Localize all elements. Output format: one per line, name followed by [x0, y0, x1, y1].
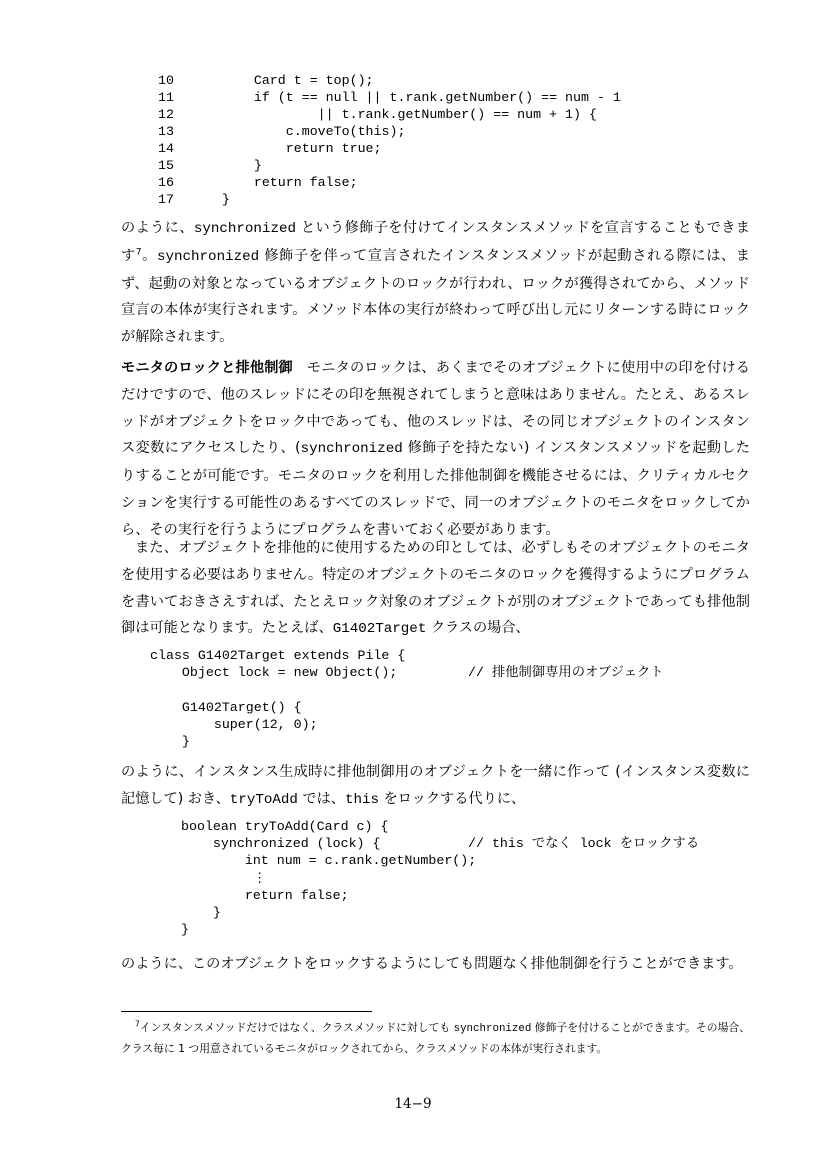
inline-code: this: [345, 791, 380, 808]
code-line: [181, 852, 476, 869]
text-run: のように、インスタンス生成時に排他制御用のオブジェクトを一緒に作って (インスタンス変数に記憶して) おき、: [121, 764, 750, 807]
code-text: synchronized (lock) {: [181, 836, 381, 852]
section-heading: モニタのロックと排他制御: [121, 360, 293, 376]
code-text: Object lock = new Object();: [150, 665, 398, 681]
code-comment: // 排他制御専用のオブジェクト: [468, 665, 664, 681]
code-text: return false;: [190, 175, 358, 190]
code-line: [181, 835, 700, 852]
code-line: [181, 870, 476, 887]
inline-code: G1402Target: [332, 621, 427, 638]
code-line: [150, 664, 664, 681]
code-line: [150, 123, 406, 140]
line-number: 17: [158, 192, 174, 207]
line-number: 10: [158, 73, 174, 88]
code-text: int num = c.rank.getNumber();: [181, 853, 477, 869]
code-line: [150, 647, 405, 664]
paragraph-synchronized-method: [121, 215, 750, 351]
paragraph-try-to-add: [121, 759, 750, 814]
text-run: をロックする代りに、: [379, 790, 526, 807]
code-comment: // this でなく lock をロックする: [468, 836, 700, 852]
code-text: G1402Target() {: [150, 699, 302, 715]
code-ellipsis: ⋮: [181, 870, 267, 886]
code-text: boolean tryToAdd(Card c) {: [181, 819, 389, 834]
code-line: [150, 89, 621, 106]
code-line: [150, 106, 597, 123]
text-run: クラスの場合、: [426, 620, 530, 637]
code-text: if (t == null || t.rank.getNumber() == num - 1: [190, 90, 621, 105]
code-line: [150, 140, 382, 157]
code-line: [150, 174, 358, 191]
code-text: c.moveTo(this);: [190, 124, 406, 139]
code-line: [181, 904, 476, 921]
inline-code: tryToAdd: [229, 791, 298, 808]
text-run: のように、このオブジェクトをロックするようにしても問題なく排他制御を行うことができます。: [121, 956, 743, 972]
footnote-rule: [121, 1011, 372, 1012]
code-listing-numbered: [150, 72, 621, 208]
code-text: return false;: [181, 887, 349, 903]
line-number: 15: [158, 158, 174, 173]
code-text: Card t = top();: [190, 73, 374, 88]
text-run: では、: [297, 790, 345, 807]
line-number: 11: [158, 90, 174, 105]
code-text: }: [150, 733, 190, 749]
footnote: [121, 1018, 750, 1058]
inline-code: synchronized: [300, 441, 403, 458]
footnote-reference[interactable]: 7: [135, 247, 142, 258]
code-text: return true;: [190, 141, 382, 156]
text-run: モニタのロックは、あくまでそのオブジェクトに使用中の印を付けるだけですので、他のスレッドにその印を無視されてしまうと意味はありません。たとえ、あるスレッドがオブジェクトをロック中であっても、他のスレッドは、その同じオブジェクトのインスタンス変数にアクセスしたり、(: [121, 360, 750, 457]
code-line: [150, 716, 405, 733]
code-text: }: [181, 922, 189, 938]
text-run: 。: [141, 247, 157, 264]
text-run: 修飾子を付けることができます。その場合、クラス毎に 1 つ用意されているモニタがロックされてから、クラスメソッドの本体が実行されます。: [121, 1021, 750, 1055]
text-run: という修飾子を付けてインスタンスメソッドを宣言することもできます: [121, 220, 750, 264]
code-line: [150, 191, 230, 208]
code-line: [181, 921, 476, 938]
text-run: 修飾子を持たない) インスタンスメソッドを起動したりすることが可能です。モニタのロックを利用した排他制御を機能させるには、クリティカルセクションを実行する可能性のあるすべてのスレッドで、同一のオブジェクトのモニタをロックしてから、その実行を行うようにプログラムを書いておく必要があります。: [121, 440, 750, 538]
code-line: [150, 72, 374, 89]
inline-code: synchronized: [453, 1023, 532, 1035]
line-number: 12: [158, 107, 174, 122]
code-line: [150, 733, 405, 750]
text-run: また、オブジェクトを排他的に使用するための印としては、必ずしもそのオブジェクトのモニタを使用する必要はありません。特定のオブジェクトのモニタのロックを獲得するようにプログラムを書いておきさえすれば、たとえロック対象のオブジェクトが別のオブジェクトであっても排他制御は可能となります。たとえば、: [121, 540, 750, 637]
text-run: インスタンスメソッドだけではなく、クラスメソッドに対しても: [139, 1021, 454, 1034]
code-listing-try-to-add: [181, 818, 700, 938]
paragraph-monitor-lock: [121, 355, 750, 544]
code-text: }: [181, 904, 221, 920]
paragraph-lock-object: [121, 535, 750, 643]
code-line: [181, 887, 476, 904]
line-number: 13: [158, 124, 174, 139]
code-text: super(12, 0);: [150, 716, 318, 732]
line-number: 14: [158, 141, 174, 156]
code-text: class G1402Target extends Pile {: [150, 648, 406, 663]
code-text: || t.rank.getNumber() == num + 1) {: [190, 107, 597, 122]
code-text: }: [190, 192, 230, 207]
page-number: 14−9: [394, 1096, 432, 1112]
code-line: [181, 818, 476, 835]
inline-code: synchronized: [156, 248, 260, 265]
inline-code: synchronized: [193, 221, 296, 237]
paragraph-conclusion: [121, 951, 750, 978]
code-listing-class: [150, 647, 664, 750]
line-number: 16: [158, 175, 174, 190]
text-run: のように、: [121, 220, 194, 236]
code-text: }: [190, 158, 262, 173]
footnote-mark: 7: [135, 1019, 140, 1029]
text-run: 修飾子を伴って宣言されたインスタンスメソッドが起動される際には、まず、起動の対象となっているオブジェクトのロックが行われ、ロックが獲得されてから、メソッド宣言の本体が実行されます。メソッド本体の実行が終わって呼び出し元にリターンする時にロックが解除されます。: [121, 247, 750, 346]
code-line: [150, 699, 405, 716]
code-line: [150, 681, 405, 698]
code-line: [150, 157, 262, 174]
